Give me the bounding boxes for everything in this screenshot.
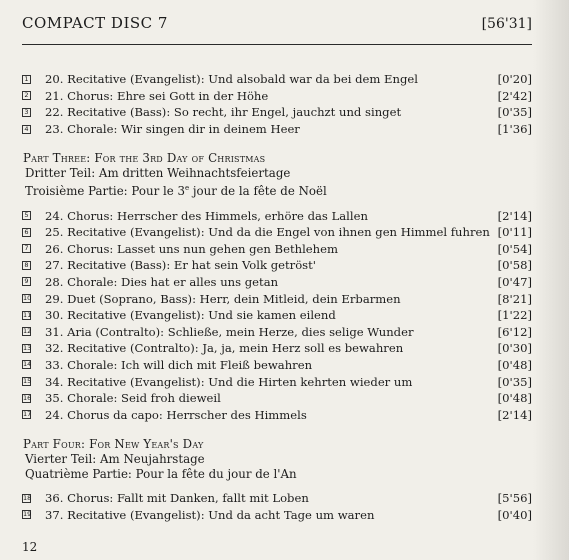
- track-title: 24. Chorus: Herrscher des Himmels, erhöre das Lallen: [45, 208, 368, 223]
- track-number-box: 1: [22, 75, 31, 84]
- track-number-box: 10: [23, 294, 32, 303]
- track-title: 27. Recitative (Bass): Er hat sein Volk getröst': [45, 258, 316, 273]
- track-number-box: 9: [22, 277, 31, 286]
- track-row: [22, 357, 532, 374]
- track-title: 25. Recitative (Evangelist): Und da die Engel von ihnen gen Himmel fuhren: [45, 225, 490, 240]
- track-duration: [0'54]: [497, 241, 532, 256]
- track-duration: [2'14]: [497, 208, 532, 223]
- track-number-box: 3: [22, 108, 31, 117]
- track-row: [22, 406, 532, 423]
- part-four-french: Quatrième Partie: Pour la fête du jour de l'An: [25, 467, 297, 482]
- track-row: [22, 490, 532, 507]
- track-row: [22, 207, 532, 224]
- track-duration: [8'21]: [497, 291, 532, 306]
- track-title: 32. Recitative (Contralto): Ja, ja, mein Herz soll es bewahren: [45, 341, 404, 356]
- track-number-box: 13: [23, 343, 32, 352]
- part-three-french: [23, 181, 532, 199]
- track-duration: [0'48]: [497, 357, 532, 372]
- track-duration: [5'56]: [497, 491, 532, 506]
- track-duration: [0'58]: [497, 258, 532, 273]
- track-title: 28. Chorale: Dies hat er alles uns getan: [45, 274, 279, 289]
- track-number-box: 4: [22, 125, 31, 134]
- track-number-box: 11: [23, 310, 32, 319]
- track-duration: [0'48]: [497, 391, 532, 406]
- part-three-heading: [22, 151, 532, 199]
- track-list: [22, 71, 532, 523]
- track-number-box: 6: [22, 228, 31, 237]
- track-title: 29. Duet (Soprano, Bass): Herr, dein Mitleid, dein Erbarmen: [45, 291, 401, 306]
- track-row: [22, 323, 532, 340]
- track-number-box: 12: [23, 327, 32, 336]
- track-title: 23. Chorale: Wir singen dir in deinem Heer: [45, 122, 300, 137]
- track-group-part-two: [22, 71, 532, 137]
- track-row: [22, 373, 532, 390]
- track-duration: [1'22]: [497, 308, 532, 323]
- track-row: [22, 121, 532, 138]
- track-number-box: 2: [22, 91, 31, 100]
- track-number-box: 15: [23, 377, 32, 386]
- track-title: 30. Recitative (Evangelist): Und sie kamen eilend: [45, 308, 336, 323]
- track-duration: [1'36]: [497, 122, 532, 137]
- track-duration: [0'30]: [497, 341, 532, 356]
- part-three-title: Part Three: For the 3rd Day of Christmas: [23, 151, 266, 166]
- track-title: 21. Chorus: Ehre sei Gott in der Höhe: [45, 88, 269, 103]
- track-row: [22, 88, 532, 105]
- track-row: [22, 390, 532, 407]
- track-duration: [0'35]: [497, 105, 532, 120]
- track-title: 33. Chorale: Ich will dich mit Fleiß bewahren: [45, 357, 313, 372]
- track-row: [22, 257, 532, 274]
- track-title: 34. Recitative (Evangelist): Und die Hirten kehrten wieder um: [45, 374, 413, 389]
- track-number-box: 14: [23, 360, 32, 369]
- track-row: [22, 104, 532, 121]
- track-row: [22, 507, 532, 524]
- part-four-heading: [22, 437, 532, 482]
- facing-page-shadow: [533, 0, 569, 560]
- track-title: 35. Chorale: Seid froh dieweil: [45, 391, 221, 406]
- disc-total-time: [56'31]: [481, 16, 532, 32]
- tracklist-page: [22, 14, 532, 523]
- track-row: [22, 224, 532, 241]
- track-title: 31. Aria (Contralto): Schließe, mein Herze, dies selige Wunder: [45, 324, 414, 339]
- track-row: [22, 290, 532, 307]
- track-number-box: 5: [22, 211, 31, 220]
- track-duration: [2'14]: [497, 407, 532, 422]
- track-duration: [0'40]: [497, 507, 532, 522]
- track-row: [22, 274, 532, 291]
- disc-header: [22, 14, 532, 45]
- track-group-part-four: [22, 490, 532, 523]
- disc-title: COMPACT DISC 7: [22, 14, 168, 32]
- part-three-french-text: Troisième Partie: Pour le 3e jour de la fête de Noël: [25, 184, 327, 199]
- track-duration: [6'12]: [497, 324, 532, 339]
- track-number-box: 17: [23, 410, 32, 419]
- track-title: 26. Chorus: Lasset uns nun gehen gen Bethlehem: [45, 241, 338, 256]
- part-four-german: Vierter Teil: Am Neujahrstage: [25, 452, 205, 467]
- track-row: [22, 71, 532, 88]
- track-title: 36. Chorus: Fallt mit Danken, fallt mit Loben: [45, 491, 309, 506]
- track-duration: [0'47]: [497, 274, 532, 289]
- track-group-part-three: [22, 207, 532, 423]
- track-duration: [0'11]: [497, 225, 532, 240]
- track-duration: [2'42]: [497, 88, 532, 103]
- track-duration: [0'35]: [497, 374, 532, 389]
- track-title: 22. Recitative (Bass): So recht, ihr Engel, jauchzt und singet: [45, 105, 402, 120]
- track-title: 20. Recitative (Evangelist): Und alsobald war da bei dem Engel: [45, 72, 418, 87]
- track-title: 24. Chorus da capo: Herrscher des Himmels: [45, 407, 307, 422]
- track-number-box: 16: [23, 393, 32, 402]
- track-number-box: 19: [23, 510, 32, 519]
- track-row: [22, 307, 532, 324]
- track-title: 37. Recitative (Evangelist): Und da acht Tage um waren: [45, 507, 375, 522]
- page-number: 12: [22, 540, 38, 554]
- track-duration: [0'20]: [497, 72, 532, 87]
- track-row: [22, 340, 532, 357]
- track-number-box: 7: [22, 244, 31, 253]
- track-number-box: 18: [23, 493, 32, 502]
- part-four-title: Part Four: For New Year's Day: [23, 437, 204, 452]
- part-three-german: Dritter Teil: Am dritten Weihnachtsfeiertage: [25, 166, 291, 181]
- track-row: [22, 240, 532, 257]
- track-number-box: 8: [22, 261, 31, 270]
- ordinal-superscript: e: [184, 184, 190, 193]
